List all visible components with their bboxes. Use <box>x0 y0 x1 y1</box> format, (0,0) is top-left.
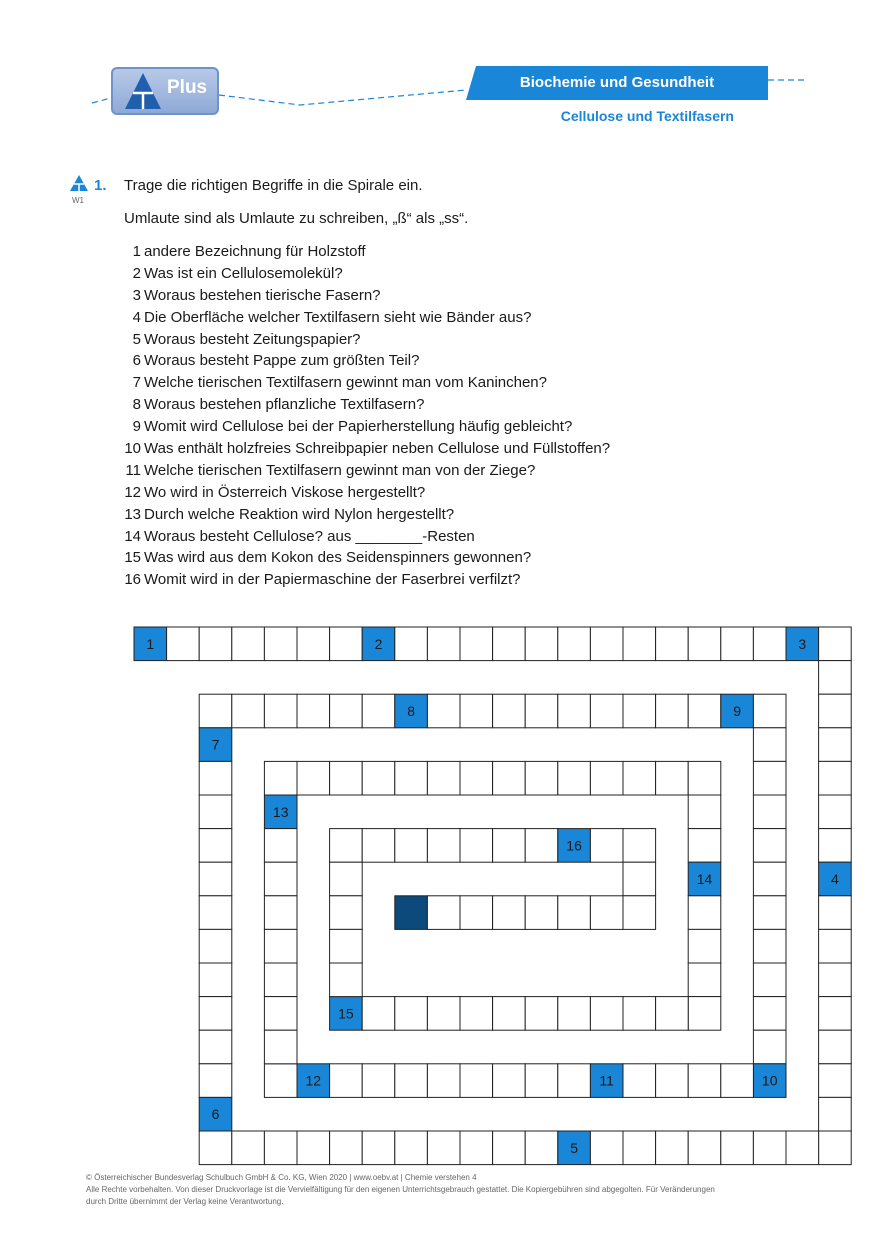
crossword-cell[interactable] <box>330 896 363 930</box>
crossword-cell[interactable] <box>199 1131 232 1165</box>
crossword-cell[interactable] <box>264 1064 297 1098</box>
crossword-cell[interactable] <box>819 728 852 762</box>
crossword-cell[interactable] <box>330 963 363 997</box>
clue-text: andere Bezeichnung für Holzstoff <box>144 243 366 260</box>
crossword-cell[interactable] <box>558 627 591 661</box>
crossword-cell[interactable] <box>199 896 232 930</box>
crossword-cell[interactable] <box>395 1131 428 1165</box>
crossword-cell[interactable] <box>264 963 297 997</box>
clue-text: Woraus besteht Pappe zum größten Teil? <box>144 352 420 370</box>
crossword-cell[interactable] <box>199 829 232 863</box>
clue-number: 7 <box>132 374 141 392</box>
crossword-cell[interactable] <box>427 694 460 728</box>
crossword-cell[interactable] <box>656 761 689 795</box>
crossword-cell[interactable] <box>525 829 558 863</box>
crossword-cell[interactable] <box>297 761 330 795</box>
crossword-cell[interactable] <box>558 997 591 1031</box>
crossword-cell[interactable] <box>395 1064 428 1098</box>
crossword-cell[interactable] <box>786 1131 819 1165</box>
cell-number-label: 8 <box>407 703 415 719</box>
crossword-cell[interactable] <box>688 627 721 661</box>
crossword-cell[interactable] <box>525 997 558 1031</box>
crossword-cell[interactable] <box>590 896 623 930</box>
crossword-cell[interactable] <box>493 997 526 1031</box>
crossword-cell[interactable] <box>558 896 591 930</box>
clue-text: Woraus besteht Zeitungspapier? <box>144 330 361 348</box>
task-note: Umlaute sind als Umlaute zu schreiben, „ß“ als „ss“. <box>124 210 469 227</box>
cell-number-label: 12 <box>305 1072 322 1089</box>
crossword-cell[interactable] <box>819 963 852 997</box>
logo-text: Plus <box>167 77 208 98</box>
crossword-cell[interactable] <box>460 694 493 728</box>
crossword-cell[interactable] <box>427 997 460 1031</box>
cell-number-label: 4 <box>831 871 839 887</box>
crossword-cell[interactable] <box>525 761 558 795</box>
crossword-cell[interactable] <box>688 963 721 997</box>
cell-number-label: 14 <box>696 871 713 887</box>
cell-number-label: 10 <box>761 1072 778 1089</box>
cell-number-label: 7 <box>211 736 220 753</box>
crossword-cell[interactable] <box>623 694 656 728</box>
cell-number-label: 13 <box>272 803 289 820</box>
crossword-cell[interactable] <box>558 761 591 795</box>
crossword-cell[interactable] <box>199 1030 232 1064</box>
crossword-cell[interactable] <box>199 929 232 963</box>
crossword-cell[interactable] <box>330 761 363 795</box>
crossword-cell[interactable] <box>330 862 363 896</box>
crossword-cell[interactable] <box>264 829 297 863</box>
crossword-cell[interactable] <box>199 1064 232 1098</box>
cell-number-label: 2 <box>374 635 383 652</box>
cell-number-label: 5 <box>570 1139 578 1156</box>
crossword-cell[interactable] <box>590 829 623 863</box>
crossword-cell[interactable] <box>395 997 428 1031</box>
cell-number-label: 6 <box>211 1106 220 1123</box>
crossword-cell[interactable] <box>264 627 297 661</box>
crossword-cell[interactable] <box>819 627 852 661</box>
task-number: 1. <box>94 177 107 194</box>
crossword-cell[interactable] <box>688 829 721 863</box>
spiral-end-cell[interactable] <box>395 896 428 930</box>
crossword-cell[interactable] <box>297 694 330 728</box>
crossword-cell[interactable] <box>656 1064 689 1098</box>
clue-text: Was enthält holzfreies Schreibpapier neben Cellulose und Füllstoffen? <box>144 440 611 458</box>
crossword-cell[interactable] <box>819 795 852 829</box>
crossword-cell[interactable] <box>330 1064 363 1098</box>
crossword-cell[interactable] <box>721 1064 754 1098</box>
crossword-cell[interactable] <box>427 761 460 795</box>
header-subtitle: Cellulose und Textilfasern <box>560 108 734 124</box>
crossword-cell[interactable] <box>753 761 786 795</box>
clue-text: Woraus besteht Cellulose? aus ________-Resten <box>144 527 475 545</box>
clue-text: Was ist ein Cellulosemolekül? <box>144 264 343 282</box>
crossword-cell[interactable] <box>460 627 493 661</box>
crossword-cell[interactable] <box>656 1131 689 1165</box>
crossword-cell[interactable] <box>427 896 460 930</box>
crossword-cell[interactable] <box>721 1131 754 1165</box>
crossword-cell[interactable] <box>558 1064 591 1098</box>
crossword-cell[interactable] <box>819 694 852 728</box>
cell-number-label: 11 <box>599 1072 614 1089</box>
crossword-cell[interactable] <box>330 829 363 863</box>
crossword-cell[interactable] <box>753 1030 786 1064</box>
clue-text: Woraus bestehen pflanzliche Textilfasern? <box>144 396 425 414</box>
crossword-cell[interactable] <box>330 694 363 728</box>
crossword-cell[interactable] <box>167 627 200 661</box>
crossword-cell[interactable] <box>623 627 656 661</box>
cell-number-label: 1 <box>146 635 155 652</box>
crossword-cell[interactable] <box>721 627 754 661</box>
crossword-cell[interactable] <box>362 829 395 863</box>
crossword-cell[interactable] <box>525 694 558 728</box>
crossword-cell[interactable] <box>232 627 265 661</box>
crossword-cell[interactable] <box>753 929 786 963</box>
clue-text: Was wird aus dem Kokon des Seidenspinners gewonnen? <box>144 549 532 567</box>
clue-number: 6 <box>132 352 141 370</box>
header-title: Biochemie und Gesundheit <box>519 74 715 91</box>
clue-number: 4 <box>132 308 141 326</box>
crossword-cell[interactable] <box>460 829 493 863</box>
crossword-cell[interactable] <box>590 997 623 1031</box>
cell-number-label: 16 <box>566 837 582 854</box>
crossword-cell[interactable] <box>688 761 721 795</box>
clue-number: 3 <box>132 286 141 304</box>
crossword-cell[interactable] <box>623 862 656 896</box>
crossword-cell[interactable] <box>297 627 330 661</box>
crossword-cell[interactable] <box>460 761 493 795</box>
crossword-cell[interactable] <box>525 627 558 661</box>
crossword-cell[interactable] <box>264 761 297 795</box>
clue-number: 1 <box>132 243 141 260</box>
clue-number: 16 <box>124 571 141 589</box>
crossword-cell[interactable] <box>753 728 786 762</box>
crossword-cell[interactable] <box>558 694 591 728</box>
task-instruction: Trage die richtigen Begriffe in die Spirale ein. <box>124 177 423 194</box>
crossword-cell[interactable] <box>460 997 493 1031</box>
crossword-cell[interactable] <box>753 694 786 728</box>
clue-number: 15 <box>124 549 141 567</box>
crossword-cell[interactable] <box>493 829 526 863</box>
crossword-cell[interactable] <box>460 896 493 930</box>
clue-number: 8 <box>132 396 141 414</box>
clue-text: Woraus bestehen tierische Fasern? <box>144 286 381 304</box>
clue-number: 5 <box>132 330 141 348</box>
cell-number-label: 3 <box>798 635 807 652</box>
crossword-cell[interactable] <box>753 627 786 661</box>
crossword-cell[interactable] <box>264 896 297 930</box>
crossword-cell[interactable] <box>656 694 689 728</box>
crossword-cell[interactable] <box>362 1131 395 1165</box>
crossword-cell[interactable] <box>232 1131 265 1165</box>
crossword-cell[interactable] <box>590 627 623 661</box>
crossword-cell[interactable] <box>362 694 395 728</box>
task-code: W1 <box>72 196 84 205</box>
crossword-cell[interactable] <box>264 1030 297 1064</box>
crossword-cell[interactable] <box>264 862 297 896</box>
crossword-cell[interactable] <box>362 761 395 795</box>
clue-number: 14 <box>124 527 141 545</box>
crossword-cell[interactable] <box>819 1131 852 1165</box>
crossword-cell[interactable] <box>753 997 786 1031</box>
crossword-cell[interactable] <box>427 1064 460 1098</box>
crossword-cell[interactable] <box>753 829 786 863</box>
footer <box>86 1172 715 1208</box>
crossword-cell[interactable] <box>753 1131 786 1165</box>
crossword-cell[interactable] <box>362 1064 395 1098</box>
crossword-cell[interactable] <box>753 795 786 829</box>
crossword-cell[interactable] <box>819 661 852 695</box>
crossword-cell[interactable] <box>395 627 428 661</box>
crossword-cell[interactable] <box>493 761 526 795</box>
crossword-cell[interactable] <box>753 862 786 896</box>
crossword-cell[interactable] <box>199 997 232 1031</box>
clue-text: Durch welche Reaktion wird Nylon hergestellt? <box>144 505 455 523</box>
crossword-cell[interactable] <box>623 1064 656 1098</box>
crossword-cell[interactable] <box>590 1131 623 1165</box>
crossword-cell[interactable] <box>427 1131 460 1165</box>
crossword-cell[interactable] <box>525 1131 558 1165</box>
crossword-cell[interactable] <box>688 795 721 829</box>
crossword-cell[interactable] <box>525 896 558 930</box>
crossword-cell[interactable] <box>525 1064 558 1098</box>
clue-number: 12 <box>124 483 141 501</box>
crossword-cell[interactable] <box>395 829 428 863</box>
crossword-cell[interactable] <box>232 694 265 728</box>
crossword-cell[interactable] <box>819 829 852 863</box>
clue-text: Wo wird in Österreich Viskose hergestellt? <box>144 483 426 501</box>
cell-number-label: 15 <box>338 1005 354 1022</box>
crossword-cell[interactable] <box>623 761 656 795</box>
crossword-cell[interactable] <box>427 627 460 661</box>
crossword-cell[interactable] <box>623 896 656 930</box>
crossword-cell[interactable] <box>199 627 232 661</box>
clue-number: 9 <box>132 418 141 436</box>
crossword-cell[interactable] <box>330 929 363 963</box>
crossword-cell[interactable] <box>199 761 232 795</box>
crossword-cell[interactable] <box>493 1064 526 1098</box>
clue-number: 10 <box>124 440 141 458</box>
clue-text: Womit wird Cellulose bei der Papierherstellung häufig gebleicht? <box>144 418 573 436</box>
footer-responsibility: durch Dritte übernimmt der Verlag keine Verantwortung. <box>86 1197 284 1206</box>
crossword-cell[interactable] <box>297 1131 330 1165</box>
crossword-cell[interactable] <box>427 829 460 863</box>
clue-text: Womit wird in der Papiermaschine der Faserbrei verfilzt? <box>144 571 521 589</box>
clue-text: Welche tierischen Textilfasern gewinnt man von der Ziege? <box>144 461 536 479</box>
crossword-cell[interactable] <box>819 1097 852 1131</box>
crossword-cell[interactable] <box>493 896 526 930</box>
crossword-cell[interactable] <box>819 997 852 1031</box>
footer-rights: Alle Rechte vorbehalten. Von dieser Druckvorlage ist die Vervielfältigung für den eigenen Unterrichtsgebrauch gestattet. Die Kopiergebühren sind abgegolten. Für Veränderungen <box>86 1185 715 1194</box>
crossword-cell[interactable] <box>656 997 689 1031</box>
crossword-cell[interactable] <box>819 761 852 795</box>
clue-number: 13 <box>124 505 141 523</box>
crossword-cell[interactable] <box>688 929 721 963</box>
crossword-cell[interactable] <box>688 896 721 930</box>
crossword-cell[interactable] <box>460 1131 493 1165</box>
crossword-cell[interactable] <box>264 929 297 963</box>
crossword-cell[interactable] <box>264 694 297 728</box>
clue-number: 2 <box>132 264 141 282</box>
crossword-cell[interactable] <box>688 1064 721 1098</box>
crossword-cell[interactable] <box>199 694 232 728</box>
crossword-cell[interactable] <box>623 1131 656 1165</box>
crossword-cell[interactable] <box>819 1064 852 1098</box>
clue-text: Welche tierischen Textilfasern gewinnt man vom Kaninchen? <box>144 374 547 392</box>
crossword-cell[interactable] <box>395 761 428 795</box>
crossword-cell[interactable] <box>753 963 786 997</box>
crossword-cell[interactable] <box>199 862 232 896</box>
crossword-cell[interactable] <box>362 997 395 1031</box>
crossword-cell[interactable] <box>493 694 526 728</box>
cell-number-label: 9 <box>733 703 741 719</box>
crossword-cell[interactable] <box>199 795 232 829</box>
crossword-cell[interactable] <box>656 627 689 661</box>
crossword-cell[interactable] <box>493 627 526 661</box>
crossword-cell[interactable] <box>688 1131 721 1165</box>
crossword-cell[interactable] <box>264 1131 297 1165</box>
clue-number: 11 <box>125 461 141 479</box>
crossword-cell[interactable] <box>330 1131 363 1165</box>
crossword-cell[interactable] <box>688 694 721 728</box>
crossword-cell[interactable] <box>330 627 363 661</box>
crossword-cell[interactable] <box>199 963 232 997</box>
crossword-cell[interactable] <box>819 896 852 930</box>
crossword-cell[interactable] <box>688 997 721 1031</box>
crossword-cell[interactable] <box>590 761 623 795</box>
crossword-cell[interactable] <box>623 829 656 863</box>
crossword-cell[interactable] <box>753 896 786 930</box>
crossword-cell[interactable] <box>493 1131 526 1165</box>
footer-copyright: © Österreichischer Bundesverlag Schulbuch GmbH & Co. KG, Wien 2020 | www.oebv.at | Chemie verstehen 4 <box>86 1173 477 1182</box>
crossword-cell[interactable] <box>264 997 297 1031</box>
clue-text: Die Oberfläche welcher Textilfasern sieht wie Bänder aus? <box>144 308 532 326</box>
crossword-cell[interactable] <box>460 1064 493 1098</box>
crossword-cell[interactable] <box>590 694 623 728</box>
crossword-cell[interactable] <box>623 997 656 1031</box>
crossword-cell[interactable] <box>819 1030 852 1064</box>
crossword-cell[interactable] <box>819 929 852 963</box>
